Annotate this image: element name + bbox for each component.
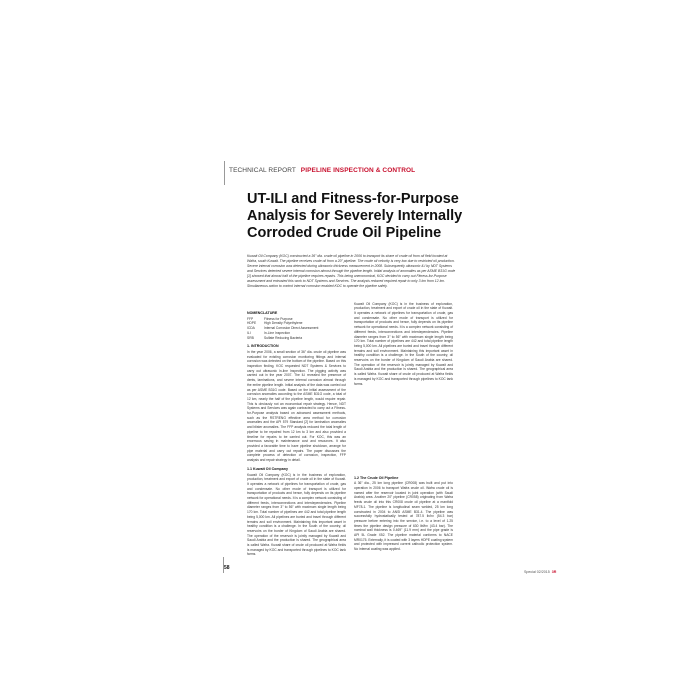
intro-text: In the year 2006, a small section of 36" dia. crude oil pipeline was evaluated for existing corrosion monitoring fittings and internal corrosion was detected on the bottom of the pipeline. Based on this inspection finding, KOC requested NDT Systems & Services to carry out ultrasonic In-line Inspection. The pigging activity was carried out in the year 2007. The ILI revealed the presence of dents, laminations, and severe internal corrosion almost through the entire pipeline length. Initial analysis of the data was carried out as per ASME B31G code. Based on the initial assessment of the corrosion anomalies according to the ASME B31G code, a total of 12 km, nearly the half of the pipeline length, would require repair. This is obviously not an economical repair strategy. Hence, NDT Systems and Services was again contracted to carry out a Fitness-for-Purpose analysis based on advanced assessment methods, such as the RSTRENG effective area method for corrosion anomalies and the API 579 Standard [2] for lamination anomalies and blister anomalies. The FFP analysis reduced the total length of pipeline to be repaired from 12 km to 3 km and also provided a timeline for repairs to be carried out. For KOC, this was an enormous saving in maintenance cost and resources. It also provided a favorable time to have pipeline shutdown, arrange for pipe material and carry out repairs. The paper discusses the complete process of detection of corrosion, inspection, FFP analysis and repair strategy in detail. [247,349,346,463]
nomenclature-item: ICDA Internal Corrosion Direct Assessment [247,326,319,331]
nomenclature-item: FFP Fitness for Purpose [247,316,293,321]
publisher-logo: 3R [551,570,557,574]
section-1-1-heading: 1.1 Kuwait Oil Company [247,466,288,471]
section-1-2-text: A 36" dia., 25 km long pipeline (CR008) was built and put into operation in 2006 to transport Wafra crude oil. Wafra crude oil is named after the reservoir located in joint operation (with Saudi Arabia) area. Another 20" pipeline (CR058) originating from Wafra feeds crude oil into this CR008 crude oil pipeline at a manifold MF78-1. The pipeline is longitudinal seam welded, 25 km long constructed in 2004 to ANSI ASME B31.4. The pipeline was successfully hydrostatically tested at 787.5 lb/in² (54.3 bar) pressure before entering into the service, i.e. to a level of 1.25 times the pipeline design pressure of 630 lbf/in² (43.4 bar). The nominal wall thickness is 0.469" (11.9 mm) and the pipe grade is API 5L Grade X52. The pipeline material conforms to NACE MR0175. Externally, it is coated with 3 layers HDPE coating system and protected with impressed current cathodic protection system. No internal coating was applied. [354,481,453,552]
intro-heading: 1. INTRODUCTION [247,344,279,349]
page-number: 58 [224,565,230,571]
nomenclature-list [247,317,346,341]
issue-label: Special 02/2015 [524,570,550,574]
left-column [247,311,346,557]
nomenclature-heading: NOMENCLATURE [247,311,278,315]
nomenclature-item: HDPE High Density Polyethylene [247,321,303,326]
issue-footer [524,570,556,574]
nomenclature-item: ILI In-Line Inspection [247,330,291,335]
right-column [354,301,453,552]
abstract: Kuwait Oil Company (KOC) constructed a 36" dia. crude oil pipeline in 2006 to transport its share of crude oil from oil field located at Wafra, south Kuwait. The pipeline receives crude oil from a 20" pipeline. The crude oil velocity is very low due to restricted oil production. Severe internal corrosion was detected during ultrasonic thickness measurement in 2008. Subsequently ultrasonic ILI by NDT Systems and Services detected severe internal corrosion almost through the pipeline length. Initial analysis of anomalies as per ASME B31G code [1] showed that almost half of the pipeline requires repairs. This being uneconomical, KOC decided to carry out Fitness-for-Purpose assessment and entrusted this work to NDT Systems and Services. The analysis reduced required repair to only 3 km from 12 km. Simultaneous action to control internal corrosion enabled KOC to operate the pipeline safely. [247,254,456,288]
section-1-2-heading: 1.2 The Crude Oil Pipeline [354,475,399,480]
document-page [224,161,557,574]
nomenclature-item: SRB Sulfate Reducing Bacteria [247,335,303,340]
section-1-1-continued: Kuwait Oil Company (KOC) is in the business of exploration, production, treatment and export of crude oil in the state of Kuwait. It operates a network of pipelines for transportation of crude, gas and condensate. No other mode of transport is utilized for transportation of products and hence, fully depends on its pipeline network for operational needs. It is a complex network consisting of different feeds, interconnections and interdependencies. Pipeline diameter ranges from 3" to 56" with maximum single length being 170 km. Total number of pipelines are 442 and total pipeline length being 5,000 km. All pipelines are buried and travel through different terrains and soil environment. Maintaining this important asset in healthy condition is a challenge. In the South of the country, oil reservoirs on the border of Kingdom of Saudi Arabia are shared. The operation of the reservoir is jointly managed by Kuwait and Saudi Arabia and the production is shared. The geographical area is called Wafra. Kuwait share of crude oil produced at Wafra fields is managed by KOC and transported through pipelines to KOC tank farms. [354,301,453,386]
running-header [229,167,415,174]
topic-label: PIPELINE INSPECTION & CONTROL [300,167,416,174]
article-title: UT-ILI and Fitness-for-Purpose Analysis for Severely Internally Corroded Crude Oil Pipeline [247,191,463,241]
header-rule [224,161,225,185]
section-label: TECHNICAL REPORT [229,167,296,174]
section-1-1-text: Kuwait Oil Company (KOC) is in the business of exploration, production, treatment and export of crude oil in the state of Kuwait. It operates a network of pipelines for transportation of crude, gas and condensate. No other mode of transport is utilized for transportation of products and hence, fully depends on its pipeline network for operational needs. It is a complex network consisting of different feeds, interconnections and interdependencies. Pipeline diameter ranges from 3" to 56" with maximum single length being 170 km. Total number of pipelines are 442 and total pipeline length being 5,000 km. All pipelines are buried and travel through different terrains and soil environment. Maintaining this important asset in healthy condition is a challenge. In the South of the country, oil reservoirs on the border of Kingdom of Saudi Arabia are shared. The operation of the reservoir is jointly managed by Kuwait and Saudi Arabia and the production is shared. The geographical area is called Wafra. Kuwait share of crude oil produced at Wafra fields is managed by KOC and transported through pipelines to KOC tank farms. [247,472,346,557]
